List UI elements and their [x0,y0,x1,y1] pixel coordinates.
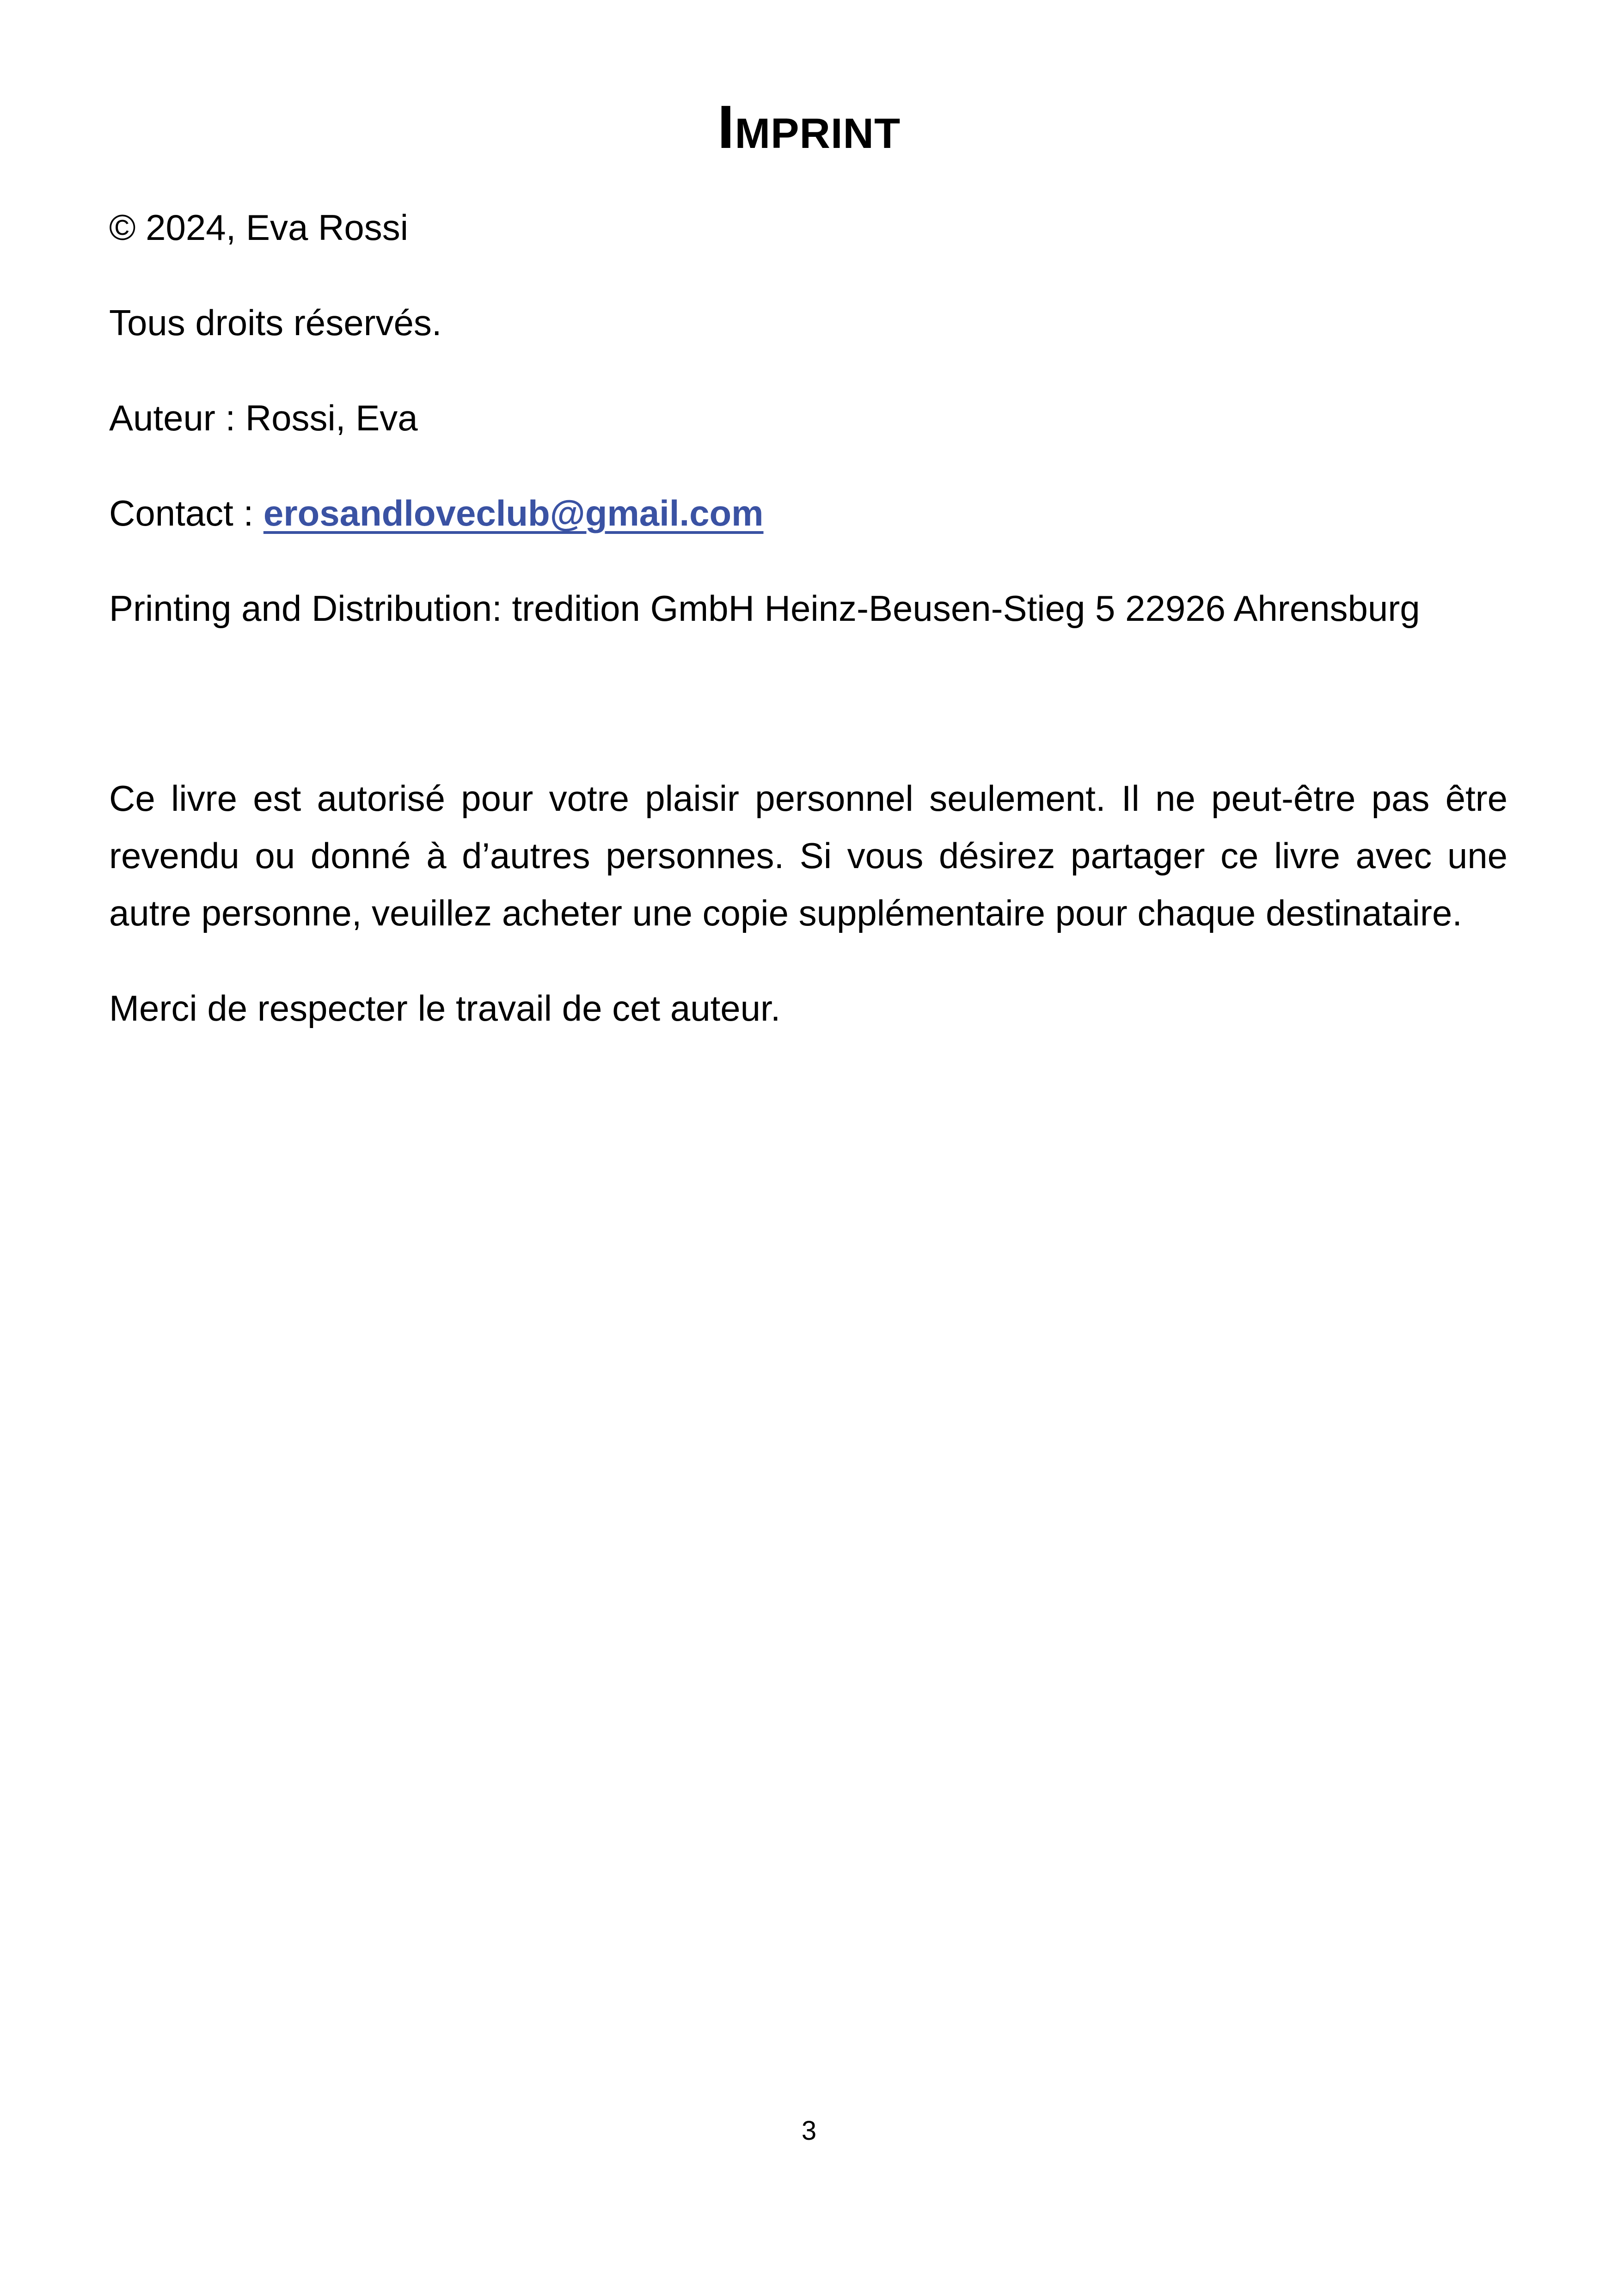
thanks-line: Merci de respecter le travail de cet auteur. [109,988,781,1029]
contact-line [109,484,1508,542]
rights-line: Tous droits réservés. [109,302,442,343]
license-paragraph: Ce livre est autorisé pour votre plaisir personnel seulement. Il ne peut-être pas être revendu ou donné à d’autres personnes. Si vous désirez partager ce livre avec une autre personne, veuillez acheter une copie supplémentaire pour chaque destinataire. [109,778,1508,933]
page-number: 3 [801,2116,817,2146]
printing-distribution-line: Printing and Distribution: tredition GmbH Heinz-Beusen-Stieg 5 22926 Ahrensburg [109,588,1420,629]
copyright-line: © 2024, Eva Rossi [109,207,409,248]
author-line: Auteur : Rossi, Eva [109,398,418,438]
section-spacer [109,675,1508,770]
contact-email-link[interactable]: erosandloveclub@gmail.com [263,493,764,533]
imprint-content [109,199,1508,1075]
page-title: Imprint [717,93,901,161]
contact-label: Contact : [109,493,264,533]
